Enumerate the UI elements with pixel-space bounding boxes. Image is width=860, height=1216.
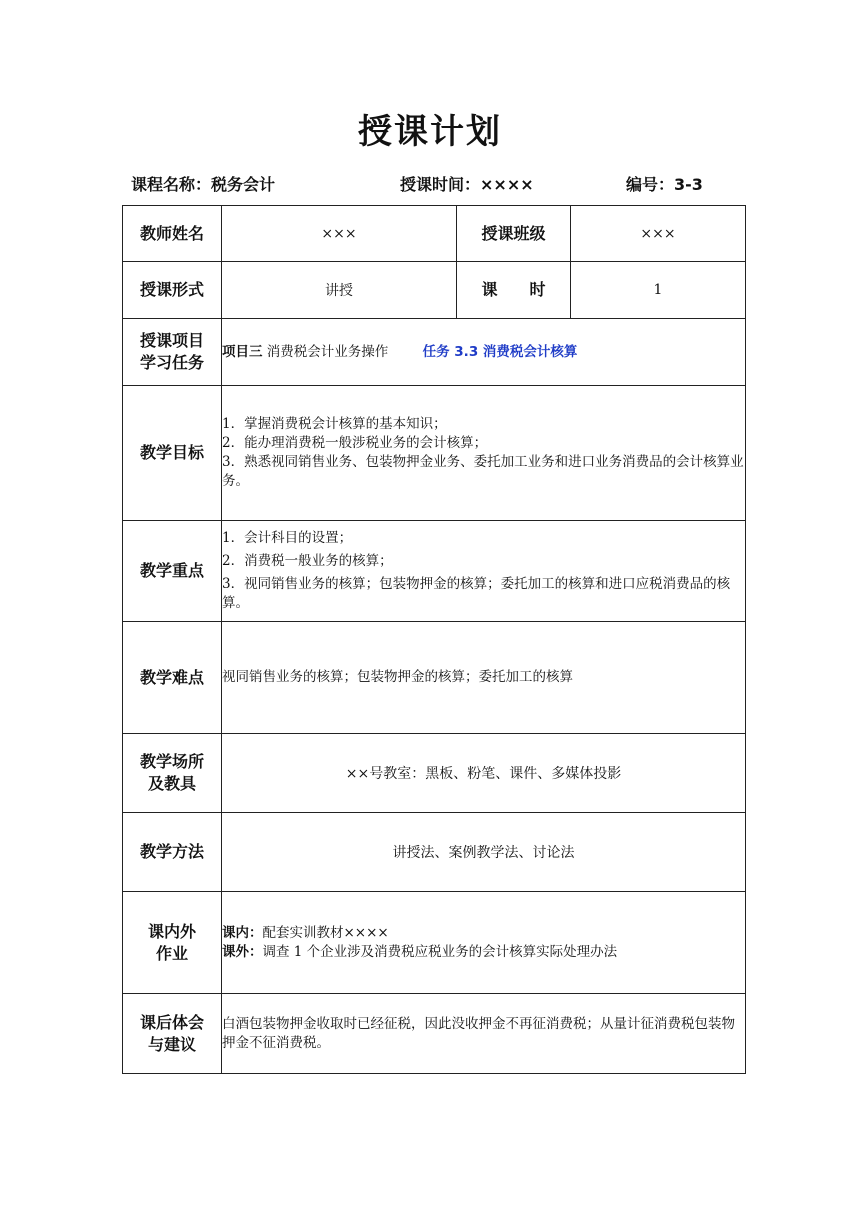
form-label: 授课形式 xyxy=(123,262,222,319)
hours-value: 1 xyxy=(571,262,746,319)
list-item: 1．会计科目的设置； xyxy=(222,530,353,546)
lesson-plan-table xyxy=(122,205,746,1074)
homework-in-label: 课内： xyxy=(222,924,263,941)
homework-out-text: 调查 1 个企业涉及消费税应税业务的会计核算实际处理办法 xyxy=(262,943,618,960)
task-name: 任务 3.3 消费税会计核算 xyxy=(422,343,578,360)
keypoints-label: 教学重点 xyxy=(123,521,222,622)
list-item: 3．视同销售业务的核算；包装物押金的核算；委托加工的核算和进口应税消费品的核算。 xyxy=(222,576,731,611)
project-label-line2: 学习任务 xyxy=(139,353,204,372)
homework-value xyxy=(222,892,746,994)
project-name-label: 项目三 xyxy=(222,343,263,360)
hours-label: 课 时 xyxy=(457,262,571,319)
page-title: 授课计划 xyxy=(358,112,502,152)
table-row xyxy=(123,386,746,521)
project-label-line1: 授课项目 xyxy=(139,331,204,350)
venue-value: ××号教室：黑板、粉笔、课件、多媒体投影 xyxy=(222,734,746,813)
project-value xyxy=(222,319,746,386)
reflection-value: 白酒包装物押金收取时已经征税，因此没收押金不再征消费税；从量计征消费税包装物押金不征消费税。 xyxy=(222,994,746,1074)
list-item: 3．熟悉视同销售业务、包装物押金业务、委托加工业务和进口业务消费品的会计核算业务。 xyxy=(222,454,744,489)
venue-label-line2: 及教具 xyxy=(147,774,196,793)
homework-in-text: 配套实训教材×××× xyxy=(262,924,389,941)
teaching-time xyxy=(400,172,534,195)
reflection-label-line1: 课后体会 xyxy=(139,1012,204,1032)
reflection-label xyxy=(123,994,222,1074)
table-row xyxy=(123,734,746,813)
form-value: 讲授 xyxy=(222,262,457,319)
document-number-label: 编号： xyxy=(626,175,675,194)
homework-label-line2: 作业 xyxy=(155,943,188,963)
homework-out-label: 课外： xyxy=(222,943,263,960)
table-row xyxy=(123,206,746,262)
project-name: 消费税会计业务操作 xyxy=(266,343,389,360)
objectives-value xyxy=(222,386,746,521)
project-label xyxy=(123,319,222,386)
teacher-value: ××× xyxy=(222,206,457,262)
teacher-label: 教师姓名 xyxy=(123,206,222,262)
venue-label xyxy=(123,734,222,813)
list-item: 2．消费税一般业务的核算； xyxy=(222,553,393,569)
table-row xyxy=(123,262,746,319)
homework-in xyxy=(222,924,745,943)
course-name-label: 课程名称： xyxy=(131,175,212,194)
course-name xyxy=(131,172,275,195)
table-row xyxy=(123,622,746,734)
table-row xyxy=(123,892,746,994)
methods-value: 讲授法、案例教学法、讨论法 xyxy=(222,813,746,892)
venue-label-line1: 教学场所 xyxy=(139,752,204,771)
table-row xyxy=(123,319,746,386)
table-row xyxy=(123,521,746,622)
teaching-time-label: 授课时间： xyxy=(400,175,481,194)
course-name-value: 税务会计 xyxy=(211,175,276,194)
homework-label-line1: 课内外 xyxy=(147,921,196,941)
document-number xyxy=(626,172,703,195)
homework-out xyxy=(222,943,745,962)
list-item: 2．能办理消费税一般涉税业务的会计核算； xyxy=(222,435,488,451)
table-row xyxy=(123,813,746,892)
difficulties-label: 教学难点 xyxy=(123,622,222,734)
table-row xyxy=(123,994,746,1074)
objectives-label: 教学目标 xyxy=(123,386,222,521)
keypoints-value xyxy=(222,521,746,622)
class-value: ××× xyxy=(571,206,746,262)
document-number-value: 3-3 xyxy=(674,175,703,194)
list-item: 1．掌握消费税会计核算的基本知识； xyxy=(222,416,447,432)
homework-label xyxy=(123,892,222,994)
methods-label: 教学方法 xyxy=(123,813,222,892)
teaching-time-value: ×××× xyxy=(480,175,534,194)
difficulties-value: 视同销售业务的核算；包装物押金的核算；委托加工的核算 xyxy=(222,622,746,734)
class-label: 授课班级 xyxy=(457,206,571,262)
reflection-label-line2: 与建议 xyxy=(147,1034,196,1054)
